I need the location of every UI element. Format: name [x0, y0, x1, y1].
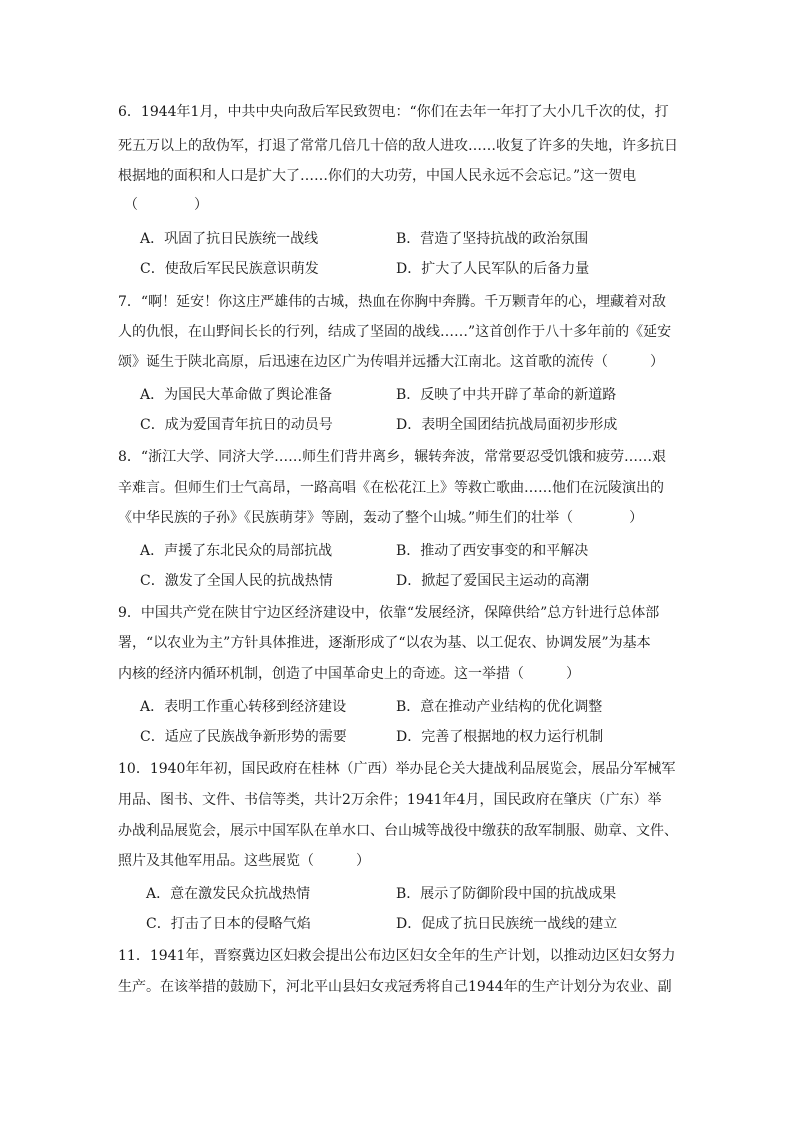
question-text-line: 7．“啊！延安！你这庄严雄伟的古城，热血在你胸中奔腾。千万颗青年的心，埋藏着对敌: [118, 294, 667, 310]
question-text-line: 9．中国共产党在陕甘宁边区经济建设中，依靠“发展经济，保障供给”总方针进行总体部: [118, 605, 660, 621]
question-text-line: 根据地的面积和人口是扩大了……你们的大功劳，中国人民永远不会忘记。”这一贺电: [118, 168, 637, 184]
question-text-line: 人的仇恨，在山野间长长的行列，结成了坚固的战线……”这首创作于八十多年前的《延安: [118, 324, 672, 340]
option-a: A．意在激发民众抗战热情: [146, 886, 311, 902]
question-text-line: 8．“浙江大学、同济大学……师生们背井离乡，辗转奔波，常常要忍受饥饿和疲劳……艰: [118, 449, 667, 465]
option-c: C．打击了日本的侵略气焰: [146, 916, 311, 932]
answer-blank: （ ）: [124, 197, 208, 213]
question-text-line: 颂》诞生于陕北高原，后迅速在边区广为传唱并远播大江南北。这首歌的流传（ ）: [118, 354, 664, 370]
option-d: D．表明全国团结抗战局面初步形成: [396, 417, 618, 433]
question-text-line: 生产。在该举措的鼓励下，河北平山县妇女戎冠秀将自己1944年的生产计划分为农业、副: [118, 979, 672, 995]
question-text-line: 死五万以上的敌伪军，打退了常常几倍几十倍的敌人进攻……收复了许多的失地，许多抗日: [118, 138, 678, 154]
option-b: B．营造了坚持抗战的政治氛围: [396, 231, 589, 247]
question-text-line: 《中华民族的子孙》《民族萌芽》等剧，轰动了整个山城。”师生们的壮举（ ）: [118, 510, 644, 526]
option-a: A．巩固了抗日民族统一战线: [140, 231, 319, 247]
question-text-line: 辛难言。但师生们士气高昂，一路高唱《在松花江上》等救亡歌曲……他们在沅陵演出的: [118, 480, 664, 496]
option-b: B．意在推动产业结构的优化调整: [396, 699, 603, 715]
question-text-line: 用品、图书、文件、书信等类，共计2万余件；1941年4月，国民政府在肇庆（广东）举: [118, 792, 662, 808]
question-text-line: 办战利品展览会，展示中国军队在单水口、台山城等战役中缴获的敌军制服、勋章、文件、: [118, 823, 678, 839]
question-text-line: 署，“以农业为主”方针具体推进，逐渐形成了“以农为基、以工促农、协调发展”为基本: [118, 635, 651, 651]
option-b: B．反映了中共开辟了革命的新道路: [396, 387, 617, 403]
option-c: C．使敌后军民民族意识萌发: [140, 261, 319, 277]
option-b: B．推动了西安事变的和平解决: [396, 543, 589, 559]
option-d: D．促成了抗日民族统一战线的建立: [396, 916, 618, 932]
option-c: C．激发了全国人民的抗战热情: [140, 573, 333, 589]
question-text-line: 照片及其他军用品。这些展览（ ）: [118, 853, 370, 869]
option-a: A．表明工作重心转移到经济建设: [140, 699, 347, 715]
question-text-line: 10．1940年年初，国民政府在桂林（广西）举办昆仑关大捷战利品展览会，展品分军械军: [118, 761, 676, 777]
option-d: D．完善了根据地的权力运行机制: [396, 729, 604, 745]
option-d: D．掀起了爱国民主运动的高潮: [396, 573, 590, 589]
question-text-line: 6．1944年1月，中共中央向敌后军民致贺电：“你们在去年一年打了大小几千次的仗，打: [118, 104, 669, 120]
option-b: B．展示了防御阶段中国的抗战成果: [396, 886, 617, 902]
question-text-line: 内核的经济内循环机制，创造了中国革命史上的奇迹。这一举措（ ）: [118, 666, 580, 682]
option-c: C．成为爱国青年抗日的动员号: [140, 417, 333, 433]
option-c: C．适应了民族战争新形势的需要: [140, 729, 347, 745]
option-a: A．声援了东北民众的局部抗战: [140, 543, 333, 559]
question-text-line: 11．1941年，晋察冀边区妇救会提出公布边区妇女全年的生产计划，以推动边区妇女努力: [118, 948, 676, 964]
option-d: D．扩大了人民军队的后备力量: [396, 261, 590, 277]
option-a: A．为国民大革命做了舆论准备: [140, 387, 333, 403]
